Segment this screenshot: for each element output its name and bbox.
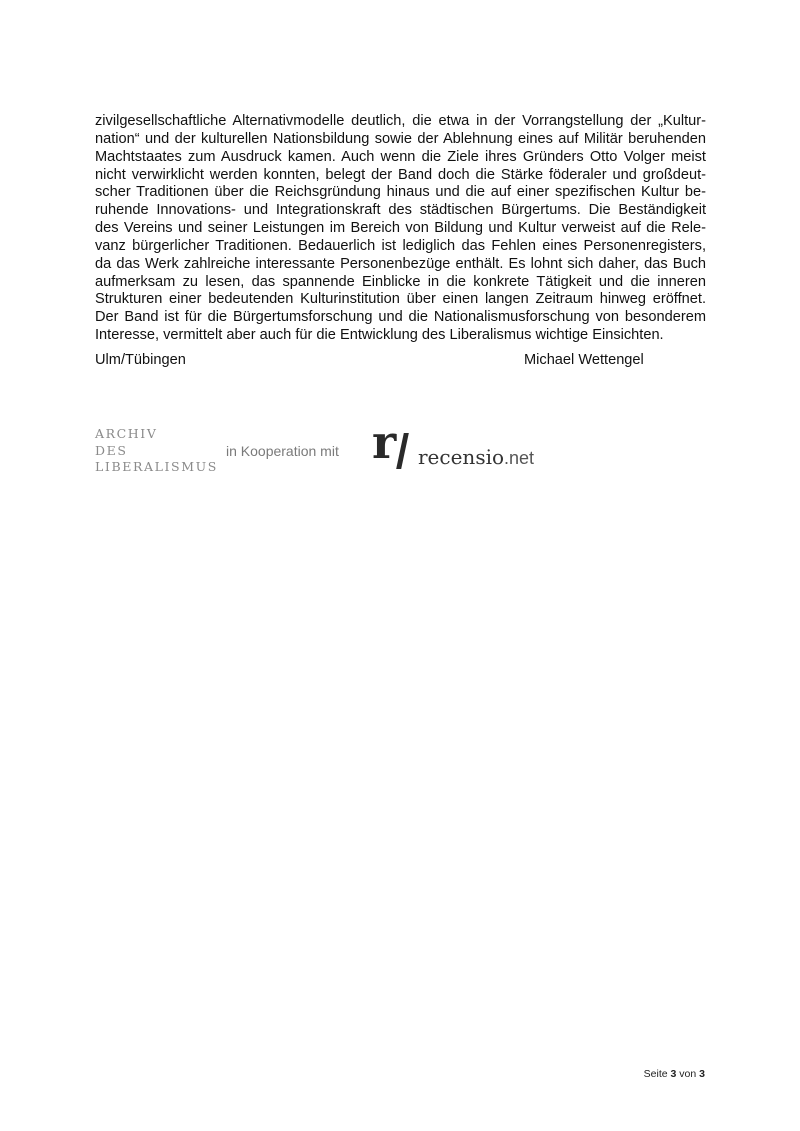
signature-place: Ulm/Tübingen [95, 352, 186, 368]
review-body [95, 113, 706, 345]
total-pages: 3 [699, 1068, 705, 1080]
logo-line: LIBERALISMUS [95, 459, 218, 474]
page-label: Seite [643, 1068, 668, 1080]
body-line: nation“ und der kulturellen Nationsbildung sowie der Ablehnung eines auf Militär beruhenden [95, 130, 706, 147]
recensio-wordmark [418, 445, 534, 470]
logo-line: DES [95, 442, 128, 458]
recensio-r-glyph: r [372, 415, 397, 469]
current-page: 3 [670, 1068, 677, 1080]
cooperation-text: in Kooperation mit [226, 443, 339, 459]
body-line: nicht verwirklicht werden konnten, belegt der Band doch die Stärke föderaler und großdeut- [95, 166, 706, 183]
body-line: da das Werk zahlreiche interessante Personenbezüge enthält. Es lohnt sich daher, das Buch [95, 255, 706, 272]
page-number [644, 1068, 705, 1080]
recensio-tld: .net [504, 448, 535, 468]
recensio-logo [372, 415, 542, 470]
body-line: ruhende Innovations- und Integrationskraft des städtischen Bürgertums. Die Beständigkeit [95, 202, 706, 219]
body-line: aufmerksam zu lesen, das spannende Einblicke in die konkrete Tätigkeit und die inneren [95, 273, 706, 290]
body-line: des Vereins und seiner Leistungen im Bereich von Bildung und Kultur verweist auf die Rele- [95, 220, 706, 237]
body-line: vanz bürgerlicher Traditionen. Bedauerlich ist lediglich das Fehlen eines Personenregisters, [95, 237, 706, 254]
body-line: scher Traditionen über die Reichsgründung hinaus und die auf einer spezifischen Kultur be- [95, 184, 706, 201]
page-separator: von [679, 1068, 697, 1080]
archiv-des-liberalismus-logo [95, 426, 218, 476]
body-line: Interesse, vermittelt aber auch für die Entwicklung des Liberalismus wichtige Einsichten. [95, 327, 664, 344]
body-line: Der Band ist für die Bürgertumsforschung und die Nationalismusforschung von besonderem [95, 309, 706, 326]
body-line: zivilgesellschaftliche Alternativmodelle deutlich, die etwa in der Vorrangstellung der „Kultur- [95, 113, 706, 129]
body-line: Machtstaates zum Ausdruck kamen. Auch wenn die Ziele ihres Gründers Otto Volger meist [95, 148, 706, 165]
recensio-name: recensio [418, 445, 505, 469]
recensio-slash-mark [396, 433, 409, 469]
logo-line: ARCHIV [95, 426, 158, 441]
body-line: Strukturen einer bedeutenden Kulturinstitution über einen langen Zeitraum hinweg eröffnet. [95, 291, 706, 308]
signature-author: Michael Wettengel [524, 352, 644, 368]
